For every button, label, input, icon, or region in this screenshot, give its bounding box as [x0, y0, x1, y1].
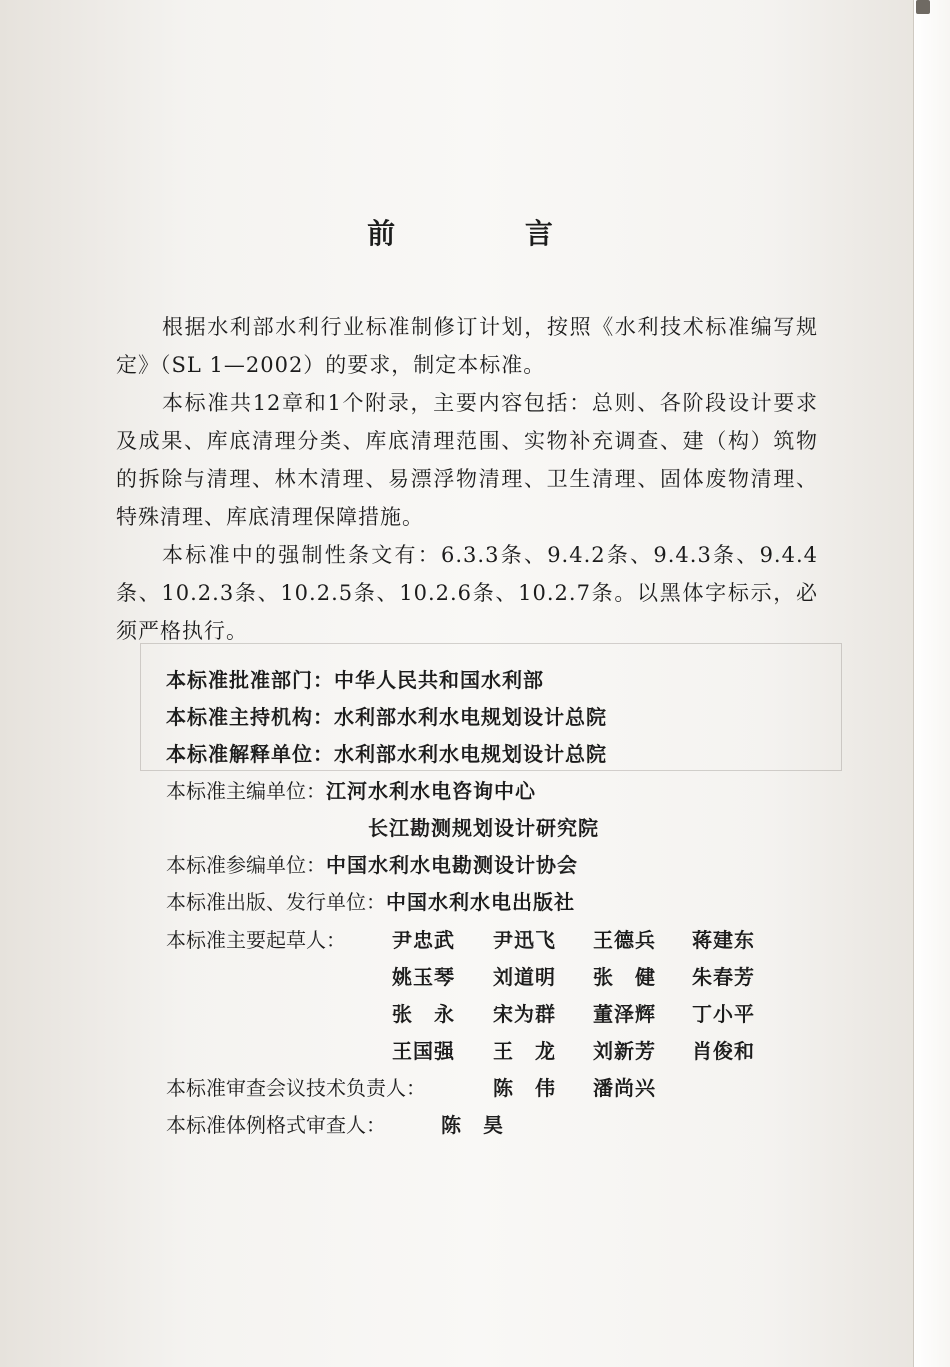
drafter-name: 刘道明 — [493, 965, 556, 989]
participant-label: 本标准参编单位： — [166, 853, 326, 877]
drafters-row — [166, 922, 346, 959]
approval-value: 中华人民共和国水利部 — [334, 668, 544, 692]
approval-label: 本标准批准部门： — [166, 668, 334, 692]
chief-row-2 — [368, 810, 599, 847]
drafter-name: 王国强 — [392, 1039, 455, 1063]
review-name: 潘尚兴 — [593, 1076, 656, 1100]
drafter-name: 尹迅飞 — [493, 928, 556, 952]
participant-row — [166, 847, 578, 884]
publisher-value: 中国水利水电出版社 — [386, 890, 575, 914]
drafter-name: 尹忠武 — [392, 928, 455, 952]
review-name: 陈 伟 — [493, 1076, 556, 1100]
host-value: 水利部水利水电规划设计总院 — [334, 705, 607, 729]
format-name: 陈 昊 — [441, 1113, 504, 1137]
drafter-name: 刘新芳 — [593, 1039, 656, 1063]
drafter-name: 朱春芳 — [692, 965, 755, 989]
interpret-row — [166, 736, 607, 773]
participant-value: 中国水利水电勘测设计协会 — [326, 853, 578, 877]
paragraph-text: 本标准中的强制性条文有：6.3.3条、9.4.2条、9.4.3条、9.4.4条、10.2.3条、10.2.5条、10.2.6条、10.2.7条。以黑体字标示，必须严格执行。 — [116, 543, 818, 643]
drafter-name: 董泽辉 — [593, 1002, 656, 1026]
drafter-name: 张 健 — [593, 965, 656, 989]
format-label: 本标准体例格式审查人： — [166, 1113, 386, 1137]
chief-row — [166, 773, 536, 810]
drafter-name: 王德兵 — [593, 928, 656, 952]
host-label: 本标准主持机构： — [166, 705, 334, 729]
drafter-name: 蒋建东 — [692, 928, 755, 952]
drafter-name: 宋为群 — [493, 1002, 556, 1026]
drafter-name: 姚玉琴 — [392, 965, 455, 989]
publisher-label: 本标准出版、发行单位： — [166, 890, 386, 914]
host-row — [166, 699, 607, 736]
approval-row — [166, 662, 544, 699]
drafter-name: 丁小平 — [692, 1002, 755, 1026]
drafter-name: 肖俊和 — [692, 1039, 755, 1063]
interpret-value: 水利部水利水电规划设计总院 — [334, 742, 607, 766]
drafter-name: 张 永 — [392, 1002, 455, 1026]
page-edge — [913, 0, 950, 1367]
chief-value: 长江勘测规划设计研究院 — [368, 816, 599, 840]
paragraph-contents — [116, 384, 818, 536]
chief-value: 江河水利水电咨询中心 — [326, 779, 536, 803]
paragraph-text: 根据水利部水利行业标准制修订计划，按照《水利技术标准编写规定》（SL 1—2002）的要求，制定本标准。 — [116, 315, 818, 377]
page-title: 前 言 — [367, 217, 613, 250]
interpret-label: 本标准解释单位： — [166, 742, 334, 766]
paragraph-basis — [116, 308, 818, 384]
chief-label: 本标准主编单位： — [166, 779, 326, 803]
drafter-name: 王 龙 — [493, 1039, 556, 1063]
drafters-label: 本标准主要起草人： — [166, 928, 346, 952]
paragraph-text: 本标准共12章和1个附录，主要内容包括：总则、各阶段设计要求及成果、库底清理分类、库底清理范围、实物补充调查、建（构）筑物的拆除与清理、林木清理、易漂浮物清理、卫生清理、固体废物清理、特殊清理、库底清理保障措施。 — [116, 391, 818, 529]
paragraph-mandatory — [116, 536, 818, 650]
review-label: 本标准审查会议技术负责人： — [166, 1076, 426, 1100]
review-row — [166, 1070, 426, 1107]
scan-mark — [916, 0, 930, 14]
format-row — [166, 1107, 386, 1144]
publisher-row — [166, 884, 575, 921]
